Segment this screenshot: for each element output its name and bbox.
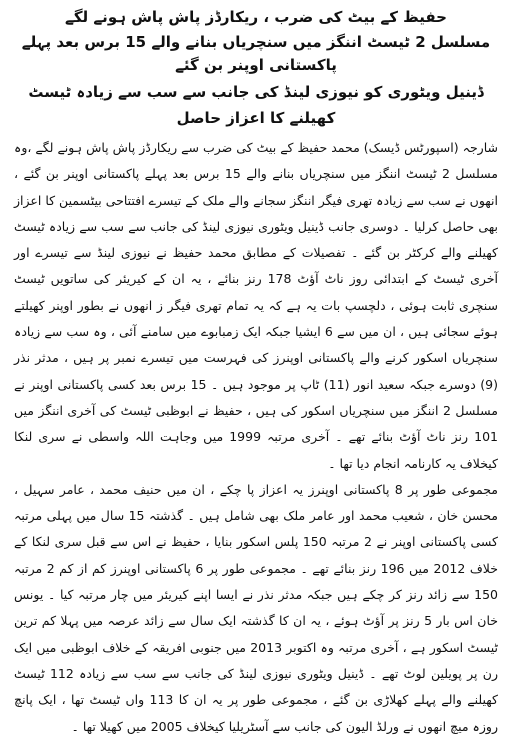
headline-sub-1: مسلسل 2 ٹیسٹ اننگز میں سنچریاں بنانے والے 15 برس بعد پہلے پاکستانی اوپنر بن گئے — [21, 33, 491, 74]
article-paragraph-2: مجموعی طور پر 8 پاکستانی اوپنرز یہ اعزاز پا چکے ، ان میں حنیف محمد ، عامر سہیل ، محسن خان ، شعیب محمد اور عامر ملک بھی شامل ہیں ۔ گذشتہ 15 سال میں پہلی مرتبہ کسی پاکستانی اوپنر نے 2 مرتبہ 150 پلس اسکور بنایا ، حفیظ نے اس سے قبل سری لنکا کے خلاف 2012 میں 196 رنز بنائے تھے ۔ مجموعی طور پر 6 پاکستانی اوپنرز کم از کم 2 مرتبہ 150 سے زائد رنز کر چکے ہیں جبکہ مدثر نذر نے ایسا اپنے کیریئر میں چار مرتبہ کیا ۔ یونس خان اس بار 5 رنز پر آؤٹ ہوئے ، یہ ان کا گذشتہ ایک سال سے زائد عرصہ میں پہلا کم ترین ٹیسٹ اسکور ہے ، آخری مرتبہ وہ اکتوبر 2013 میں جنوبی افریقہ کے خلاف ابوظبی میں ایک رن پر پویلین لوٹ تھے ۔ ڈینیل ویٹوری نیوزی لینڈ کی جانب سے سب سے زیادہ 112 ٹیسٹ کھیلنے والے پہلے کھلاڑی بن گئے ، مجموعی طور پر یہ ان کا 113 واں ٹیسٹ تھا ، ایک پانچ روزہ میچ انھوں نے ورلڈ الیون کی جانب سے آسٹریلیا کیخلاف 2005 میں کھیلا تھا ۔ — [14, 481, 498, 734]
headline-sub-2: ڈینیل ویٹوری کو نیوزی لینڈ کی جانب سے سب سے زیادہ ٹیسٹ کھیلنے کا اعزاز حاصل — [28, 83, 484, 127]
article-paragraph-1: شارجہ (اسپورٹس ڈیسک) محمد حفیظ کے بیٹ کی ضرب سے ریکارڈز پاش پاش ہونے لگے ،وہ مسلسل 2 ٹیسٹ اننگز میں سنچریاں بنانے والے 15 برس بعد پہلے پاکستانی اوپنر بن گئے ، انھوں نے سب سے زیادہ تھری فیگر اننگز سجانے والے ملک کے تیسرے افتتاحی بیٹسمین کا اعزاز بھی حاصل کرلیا ۔ دوسری جانب ڈینیل ویٹوری نیوزی لینڈ کی جانب سے سب سے زیادہ ٹیسٹ کھیلنے والے کرکٹر بن گئے ۔ تفصیلات کے مطابق محمد حفیظ نے نیوزی لینڈ سے تیسرے اور آخری ٹیسٹ کے ابتدائی روز ناٹ آؤٹ 178 رنز بنائے ، یہ ان کے کیریئر کی ساتویں ٹیسٹ سنچری ثابت ہوئی ، دلچسپ بات یہ ہے کہ یہ تمام تھری فیگر ز انھوں نے بطور اوپنر کھیلتے ہوئے سجائی ہیں ، ان میں سے 6 ایشیا جبکہ ایک زمبابوے میں سامنے آئی ، وہ سب سے زیادہ سنچریاں اسکور کرنے والے پاکستانی اوپنرز کی فہرست میں تیسرے نمبر پر ہیں ، مدثر نذر (9) دوسرے جبکہ سعید انور (11) ٹاپ پر موجود ہیں ۔ 15 برس بعد کسی پاکستانی اوپنر نے مسلسل 2 اننگز میں سنچریاں اسکور کی ہیں ، حفیظ نے ابوظبی ٹیسٹ کی آخری اننگز میں 101 رنز ناٹ آؤٹ بنائے تھے ۔ آخری مرتبہ 1999 میں وجاہت اللہ واسطی نے سری لنکا کیخلاف یہ کارنامہ انجام دیا تھا ۔ — [14, 140, 499, 471]
headline-main: حفیظ کے بیٹ کی ضرب ، ریکارڈز پاش پاش ہونے لگے — [65, 8, 447, 26]
